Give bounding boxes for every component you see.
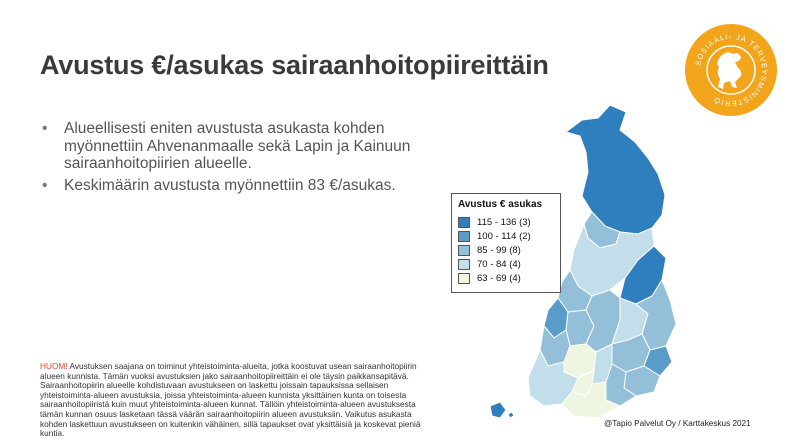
legend-label: 70 - 84 (4) <box>477 259 521 270</box>
map-legend <box>451 193 561 293</box>
legend-label: 100 - 114 (2) <box>477 231 531 242</box>
legend-item <box>458 273 521 284</box>
legend-item <box>458 259 521 270</box>
legend-title: Avustus € asukas <box>458 199 543 210</box>
bullet-item: • Keskimäärin avustusta myönnettiin 83 €/asukas. <box>40 177 450 195</box>
region-lappi <box>566 105 665 234</box>
map-credit: @Tapio Palvelut Oy / Karttakeskus 2021 <box>604 419 751 428</box>
legend-swatch <box>458 245 470 256</box>
note-body: Avustuksen saajana on toiminut yhteistoiminta-alueita, jotka koostuvat usean sairaanhoitopiirin alueen kunnista. Tämän vuoksi avustuksien jako sairaanhoitopiireittäin ei ole täysin paikkansapitävä. Sairaanhoitopiirin alueelle kohdistuvaan avustukseen on laskettu joissain tapauksissa sellaisen yhteistoiminta-alueen avustuksia, joissa yhteistoiminta-alueen kunnista yksittäinen kunta on toisesta sairaanhoitopiiristä kuin muut yhteistoiminta-alueen kunnat. Tällöin yhteistoiminta-alueen avustuksesta tämän kunnan osuus lasketaan tässä väärän sairaanhoitopiirin alueen avustuksiin. Vaikutus asukasta kohden laskettuun avustukseen on kuitenkin vähäinen, sillä tapaukset ovat yksittäisiä ja koskevat pieniä kuntia. <box>40 362 421 439</box>
slide-title: Avustus €/asukas sairaanhoitopiireittäin <box>40 50 549 80</box>
region-ahvenanmaa-islands <box>508 412 514 418</box>
legend-swatch <box>458 217 470 228</box>
legend-swatch <box>458 259 470 270</box>
legend-item <box>458 231 531 242</box>
logo-ring-text: SOSIAALI- JA TERVEYSMINISTERIÖ <box>693 31 770 109</box>
bullet-list <box>40 120 450 198</box>
legend-item <box>458 245 521 256</box>
legend-swatch <box>458 273 470 284</box>
legend-label: 115 - 136 (3) <box>477 217 531 228</box>
bullet-item: • Alueellisesti eniten avustusta asukasta kohden myönnettiin Ahvenanmaalle sekä Lapin ja Kainuun sairaanhoitopiirien alueelle. <box>40 120 450 173</box>
legend-item <box>458 217 531 228</box>
legend-label: 85 - 99 (8) <box>477 245 521 256</box>
note-prefix: HUOM! <box>40 362 68 371</box>
legend-label: 63 - 69 (4) <box>477 273 521 284</box>
legend-swatch <box>458 231 470 242</box>
note-text <box>40 362 440 444</box>
region-ahvenanmaa <box>490 402 506 418</box>
